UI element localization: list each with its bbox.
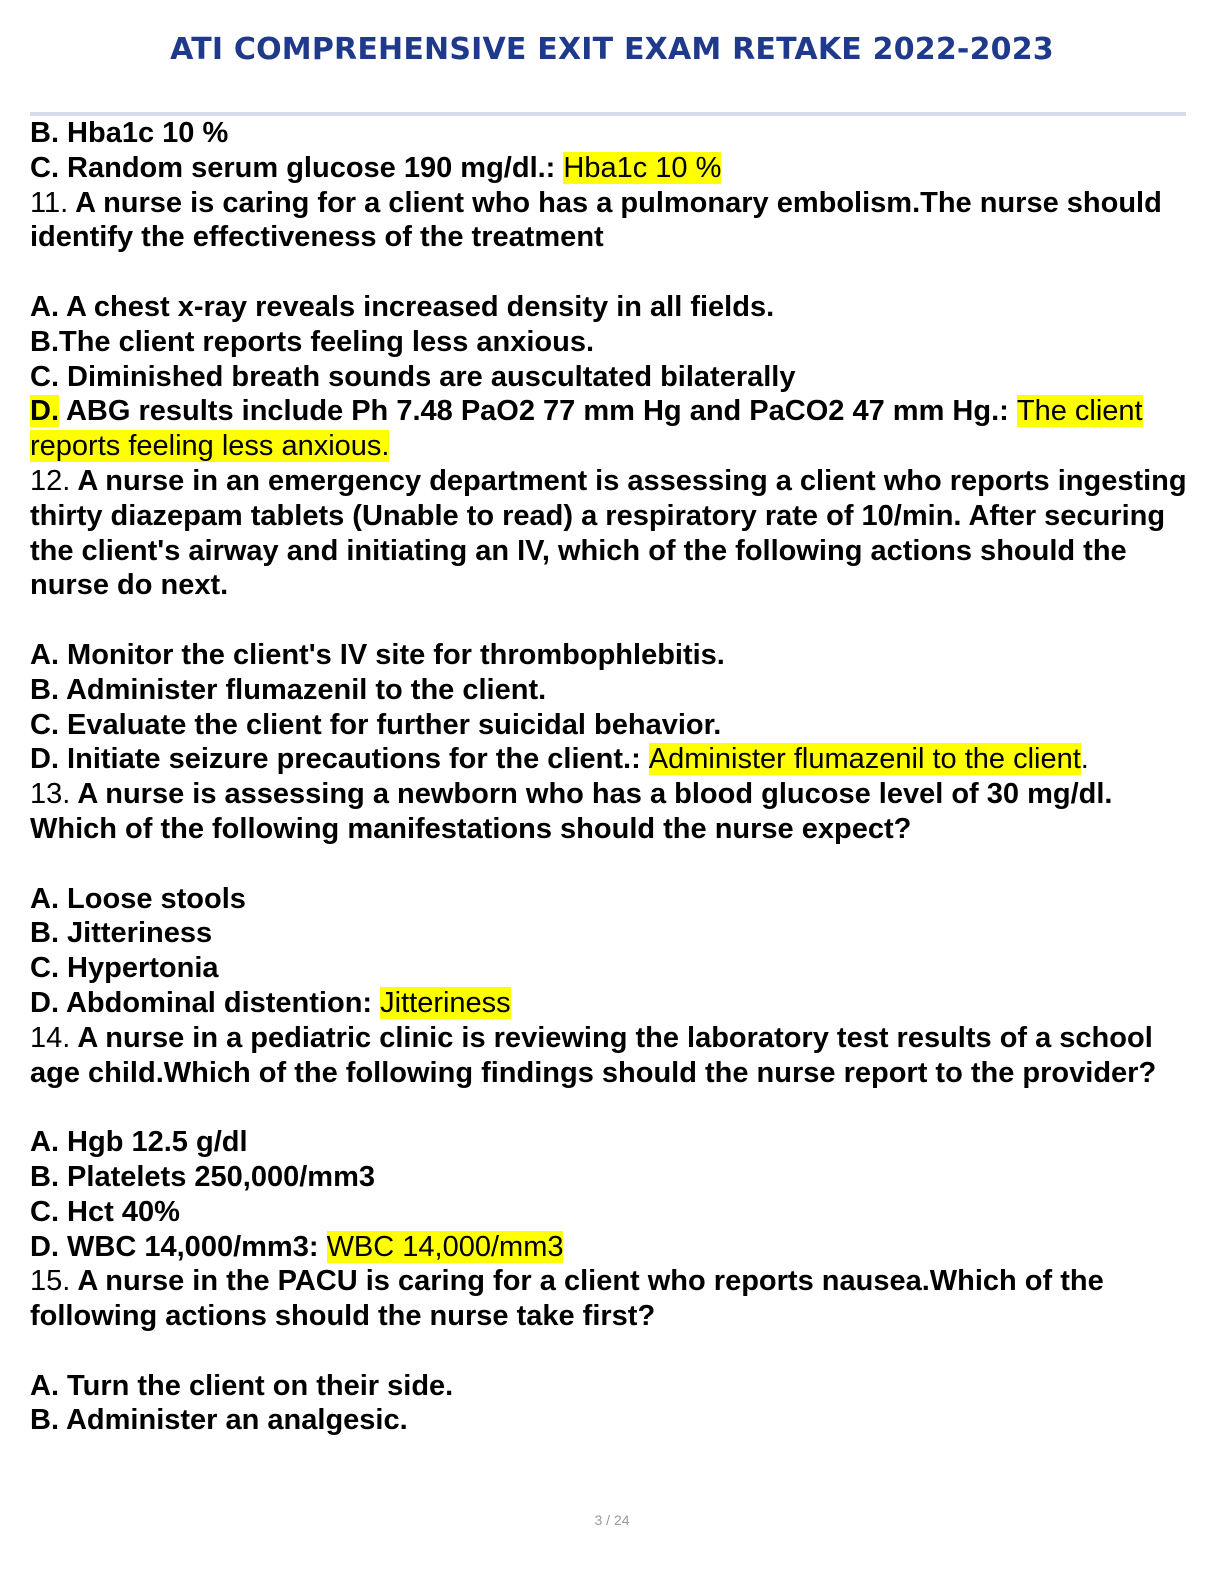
q13-option-c: C. Hypertonia [30, 952, 219, 985]
q11-option-d-text: ABG results include Ph 7.48 PaO2 77 mm Hg and PaCO2 47 mm Hg.: [65, 395, 1009, 428]
spacer [30, 1334, 1190, 1369]
q13-stem-text: A nurse is assessing a newborn who has a blood glucose level of 30 mg/dl. Which of the following manifestations should the nurse expect? [30, 778, 1113, 845]
page-content [30, 116, 1190, 1438]
q11-option-c: C. Diminished breath sounds are auscultated bilaterally [30, 360, 796, 393]
q12-option-c: C. Evaluate the client for further suicidal behavior. [30, 708, 722, 741]
q11-option-d [30, 394, 1190, 464]
q10-option-c-text: C. Random serum glucose 190 mg/dl.: [30, 151, 556, 184]
document-header-title: ATI COMPREHENSIVE EXIT EXAM RETAKE 2022-2023 [170, 32, 1054, 67]
q15-option-a: A. Turn the client on their side. [30, 1369, 454, 1402]
q10-option-c [30, 151, 1190, 186]
spacer [30, 847, 1190, 882]
q11-number: 11. [30, 186, 69, 219]
q12-option-b: B. Administer flumazenil to the client. [30, 673, 547, 706]
q11-answer-highlight: The client reports feeling less anxious. [30, 395, 1143, 463]
q14-option-c: C. Hct 40% [30, 1195, 180, 1228]
q13-option-d-text: D. Abdominal distention: [30, 986, 373, 1019]
q13-option-d [30, 986, 1190, 1021]
q15-option-b: B. Administer an analgesic. [30, 1404, 408, 1437]
q12-stem [30, 464, 1190, 603]
q14-option-d-text: D. WBC 14,000/mm3: [30, 1230, 319, 1263]
q11-option-b: B.The client reports feeling less anxious. [30, 325, 595, 358]
q14-stem [30, 1021, 1190, 1091]
q11-stem-text: A nurse is caring for a client who has a pulmonary embolism.The nurse should identify the effectiveness of the treatment [30, 186, 1162, 254]
q15-number: 15. [30, 1265, 71, 1298]
q13-option-a: A. Loose stools [30, 882, 246, 915]
page-number: 3 / 24 [594, 1512, 630, 1528]
spacer [30, 603, 1190, 638]
spacer [30, 1090, 1190, 1125]
q15-stem-text: A nurse in the PACU is caring for a client who reports nausea.Which of the following actions should the nurse take first? [30, 1265, 1104, 1333]
q12-answer-tail: . [1080, 743, 1089, 776]
q11-option-d-letter: D. [30, 395, 59, 428]
spacer [30, 255, 1190, 290]
q12-option-a: A. Monitor the client's IV site for thrombophlebitis. [30, 638, 725, 671]
q14-option-a: A. Hgb 12.5 g/dl [30, 1126, 248, 1159]
q12-stem-text: A nurse in an emergency department is assessing a client who reports ingesting thirty diazepam tablets (Unable to read) a respiratory rate of 10/min. After securing the client's airway and initiating an IV, which of the following actions should the nurse do next. [30, 464, 1187, 602]
q11-stem [30, 186, 1190, 256]
q10-option-b: B. Hba1c 10 % [30, 117, 229, 149]
q15-stem [30, 1264, 1190, 1334]
q12-option-d [30, 742, 1190, 777]
q13-answer-highlight: Jitteriness [380, 986, 511, 1019]
q13-option-b: B. Jitteriness [30, 917, 213, 950]
q12-answer-highlight: Administer flumazenil to the client [648, 743, 1081, 776]
q12-option-d-text: D. Initiate seizure precautions for the client.: [30, 743, 641, 776]
q14-answer-highlight: WBC 14,000/mm3 [326, 1230, 564, 1263]
q13-number: 13. [30, 778, 71, 811]
q10-answer-highlight: Hba1c 10 % [563, 151, 722, 184]
q14-option-b: B. Platelets 250,000/mm3 [30, 1160, 375, 1193]
q14-stem-text: A nurse in a pediatric clinic is reviewing the laboratory test results of a school age child.Which of the following findings should the nurse report to the provider? [30, 1021, 1157, 1089]
q14-number: 14. [30, 1021, 71, 1054]
q11-option-a: A. A chest x-ray reveals increased density in all fields. [30, 290, 775, 323]
q14-option-d [30, 1230, 1190, 1265]
q13-stem [30, 777, 1190, 847]
q12-number: 12. [30, 464, 71, 497]
